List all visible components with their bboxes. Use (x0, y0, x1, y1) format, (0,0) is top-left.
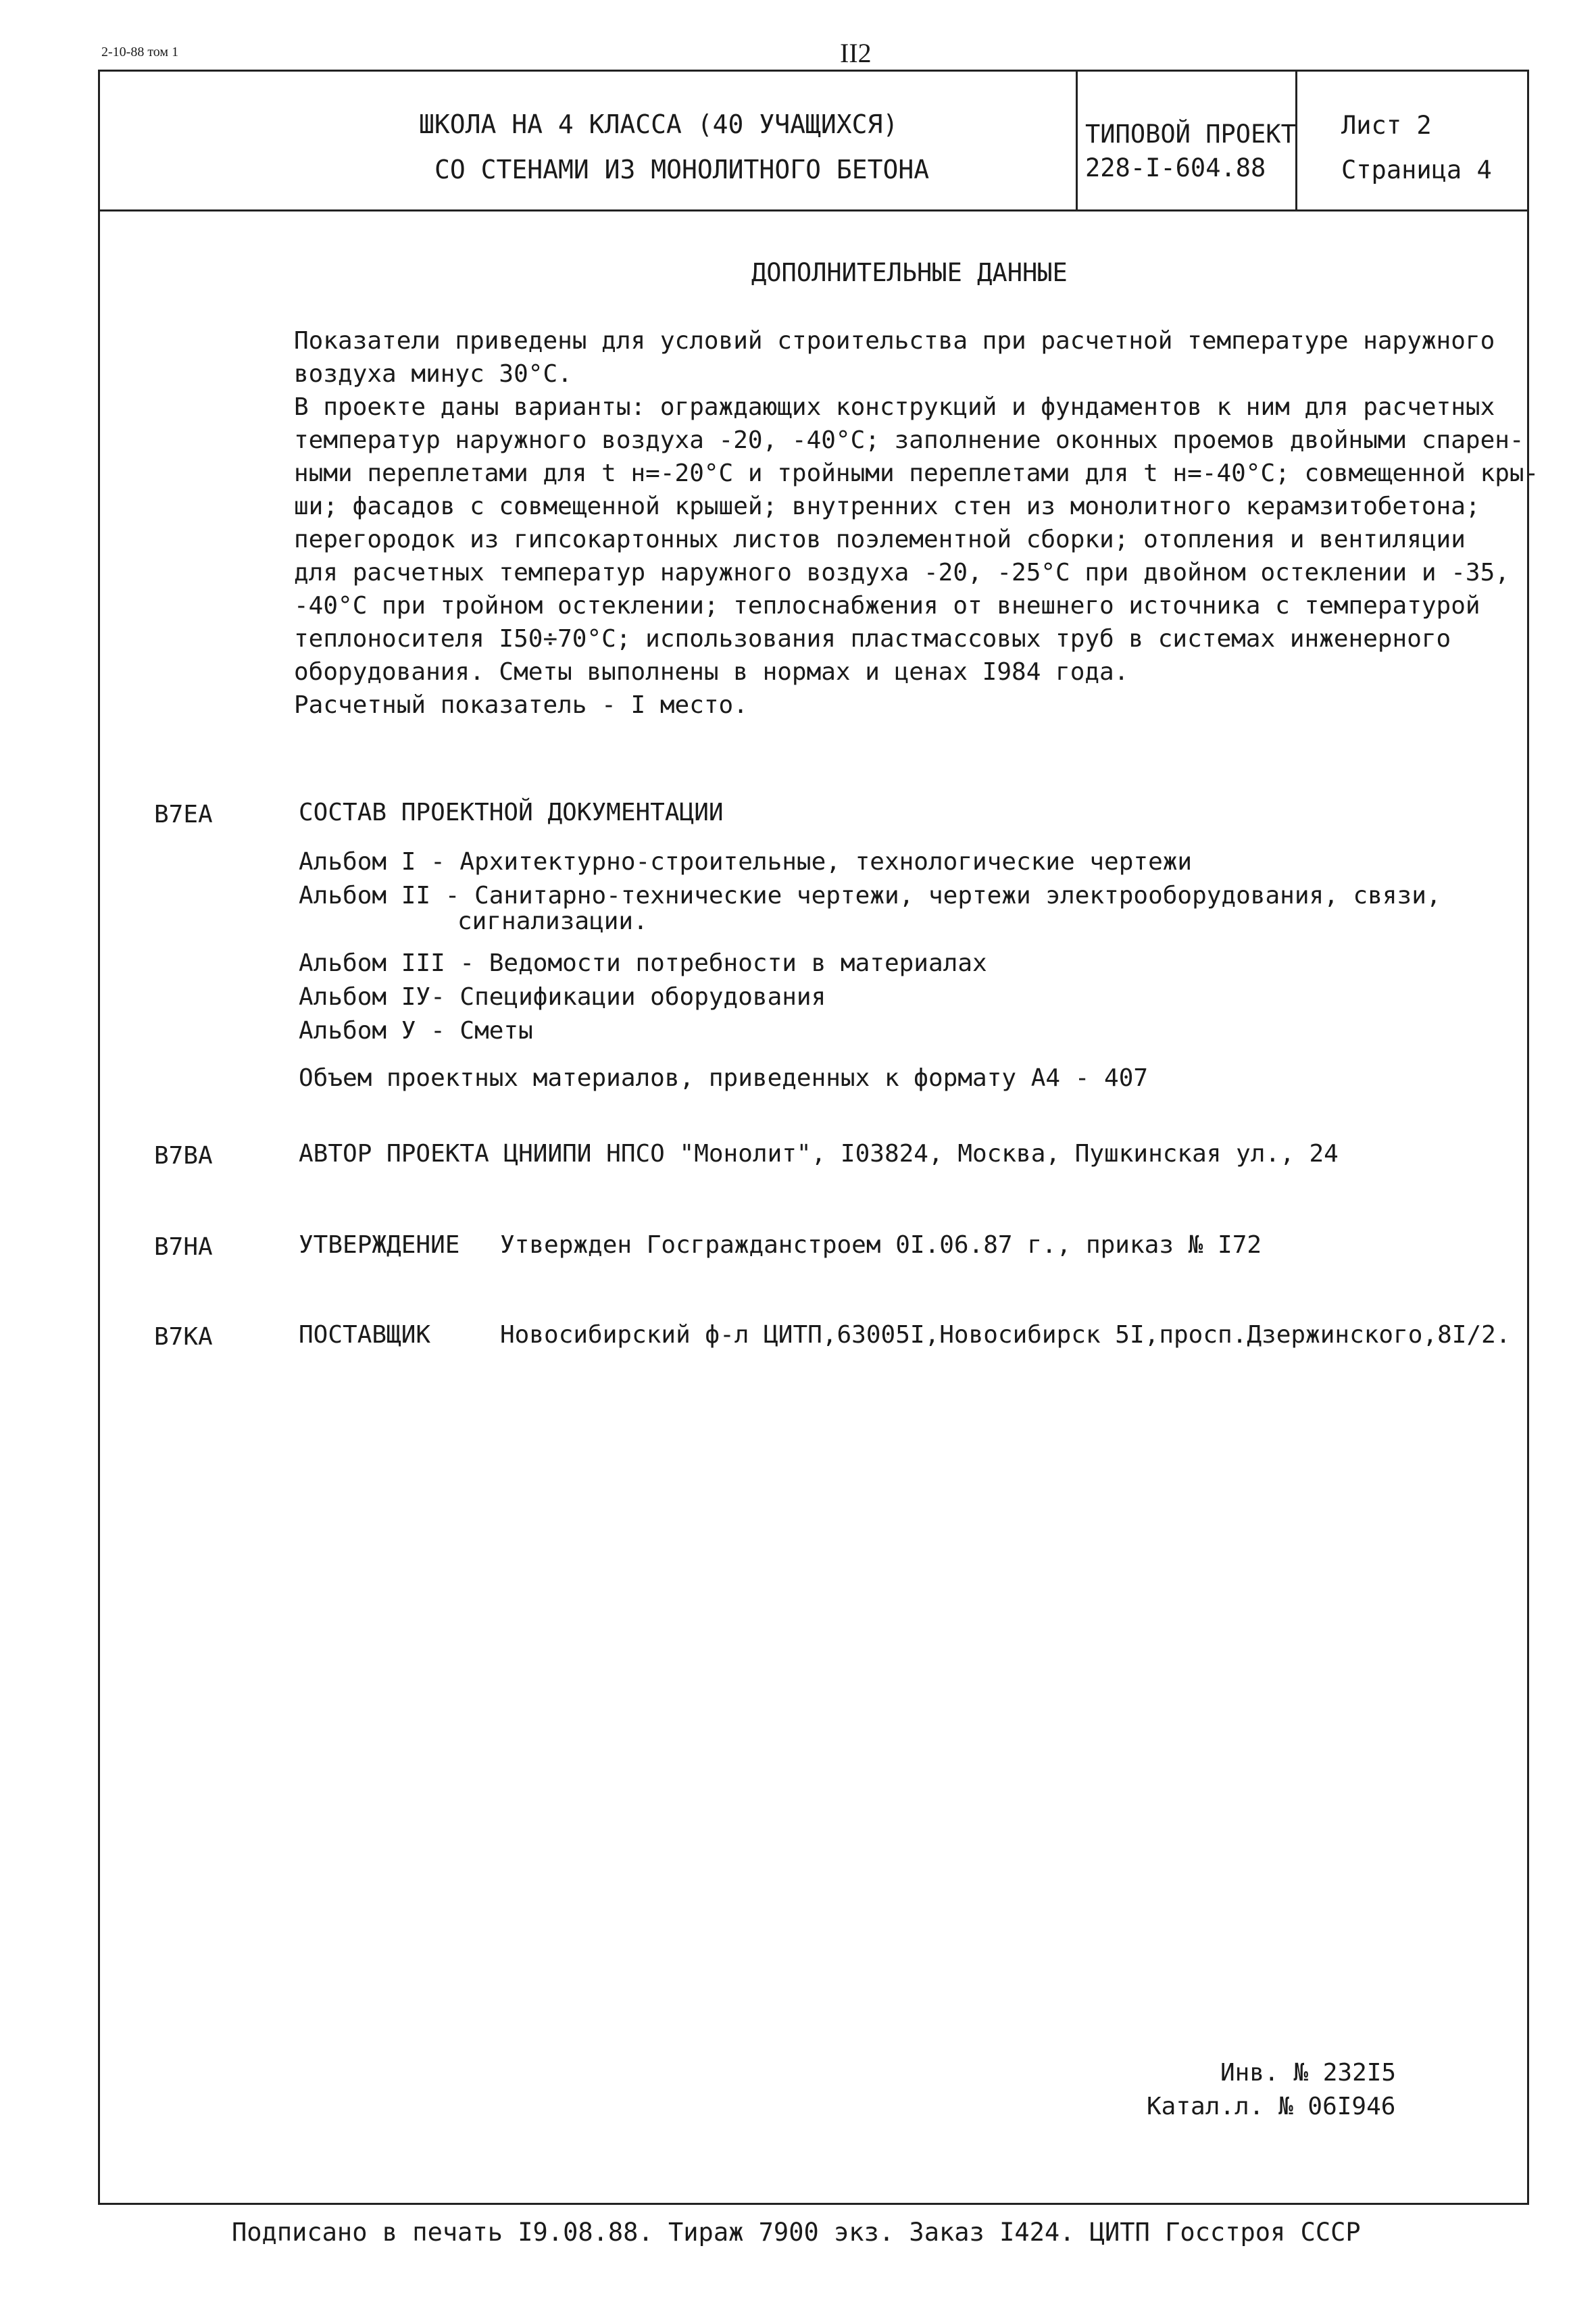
album-2-continued: сигнализации. (457, 907, 648, 935)
catalog-number: Катал.л. № 06I946 (1147, 2093, 1396, 2120)
header-divider (98, 209, 1529, 211)
supplier-label: ПОСТАВЩИК (299, 1321, 431, 1349)
author-text: АВТОР ПРОЕКТА ЦНИИПИ НПСО "Монолит", I03824, Москва, Пушкинская ул., 24 (299, 1140, 1339, 1168)
header-col-divider-1 (1076, 70, 1078, 209)
paragraph-line: ными переплетами для t н=-20°С и тройными переплетами для t н=-40°С; совмещенной кры- (294, 459, 1539, 487)
paragraph-line: оборудования. Сметы выполнены в нормах и ценах I984 года. (294, 658, 1129, 686)
page-number: II2 (840, 38, 872, 68)
paragraph-line: теплоносителя I50÷70°С; использования пластмассовых труб в системах инженерного (294, 625, 1451, 653)
author-code: B7BA (154, 1142, 213, 1170)
additional-heading: ДОПОЛНИТЕЛЬНЫЕ ДАННЫЕ (751, 258, 1068, 287)
additional-paragraph (294, 324, 1539, 722)
composition-code: B7EA (154, 801, 213, 828)
page-label: Страница 4 (1341, 155, 1492, 184)
album-4: Альбом IУ- Спецификации оборудования (299, 983, 826, 1011)
album-1: Альбом I - Архитектурно-строительные, технологические чертежи (299, 848, 1193, 876)
supplier-code: B7KA (154, 1323, 213, 1351)
paragraph-line: для расчетных температур наружного воздуха -20, -25°С при двойном остеклении и -35, (294, 559, 1510, 587)
album-5: Альбом У - Сметы (299, 1017, 533, 1045)
paragraph-line: Расчетный показатель - I место. (294, 691, 748, 719)
paragraph-line: воздуха минус 30°С. (294, 360, 572, 388)
approval-label: УТВЕРЖДЕНИЕ (299, 1231, 460, 1259)
paragraph-line: температур наружного воздуха -20, -40°С; заполнение оконных проемов двойными спарен- (294, 426, 1524, 454)
volume-note: 2-10-88 том 1 (101, 45, 179, 59)
approval-text: Утвержден Госгражданстроем 0I.06.87 г., приказ № I72 (500, 1231, 1262, 1259)
documentation-volume: Объем проектных материалов, приведенных к формату А4 - 407 (299, 1064, 1149, 1092)
album-3: Альбом III - Ведомости потребности в материалах (299, 949, 987, 977)
print-footer: Подписано в печать I9.08.88. Тираж 7900 экз. Заказ I424. ЦИТП Госстроя СССР (232, 2218, 1361, 2247)
inventory-number: Инв. № 232I5 (1220, 2059, 1397, 2087)
paragraph-line: Показатели приведены для условий строительства при расчетной температуре наружного (294, 327, 1495, 355)
approval-code: B7HA (154, 1233, 213, 1261)
sheet-number: Лист 2 (1341, 111, 1432, 140)
paragraph-line: -40°С при тройном остеклении; теплоснабжения от внешнего источника с температурой (294, 592, 1480, 620)
title-line-1: ШКОЛА НА 4 КЛАССА (40 УЧАЩИХСЯ) (419, 109, 899, 139)
paragraph-line: В проекте даны варианты: ограждающих конструкций и фундаментов к ним для расчетных (294, 393, 1495, 421)
project-number: 228-I-604.88 (1085, 153, 1266, 182)
title-line-2: СО СТЕНАМИ ИЗ МОНОЛИТНОГО БЕТОНА (434, 155, 930, 184)
paragraph-line: перегородок из гипсокартонных листов поэлементной сборки; отопления и вентиляции (294, 526, 1466, 553)
supplier-text: Новосибирский ф-л ЦИТП,63005I,Новосибирск 5I,просп.Дзержинского,8I/2. (500, 1321, 1511, 1349)
project-label: ТИПОВОЙ ПРОЕКТ (1085, 120, 1296, 149)
composition-heading: СОСТАВ ПРОЕКТНОЙ ДОКУМЕНТАЦИИ (299, 799, 724, 826)
paragraph-line: ши; фасадов с совмещенной крышей; внутренних стен из монолитного керамзитобетона; (294, 493, 1480, 520)
album-2: Альбом II - Санитарно-технические чертежи, чертежи электрооборудования, связи, (299, 882, 1441, 910)
